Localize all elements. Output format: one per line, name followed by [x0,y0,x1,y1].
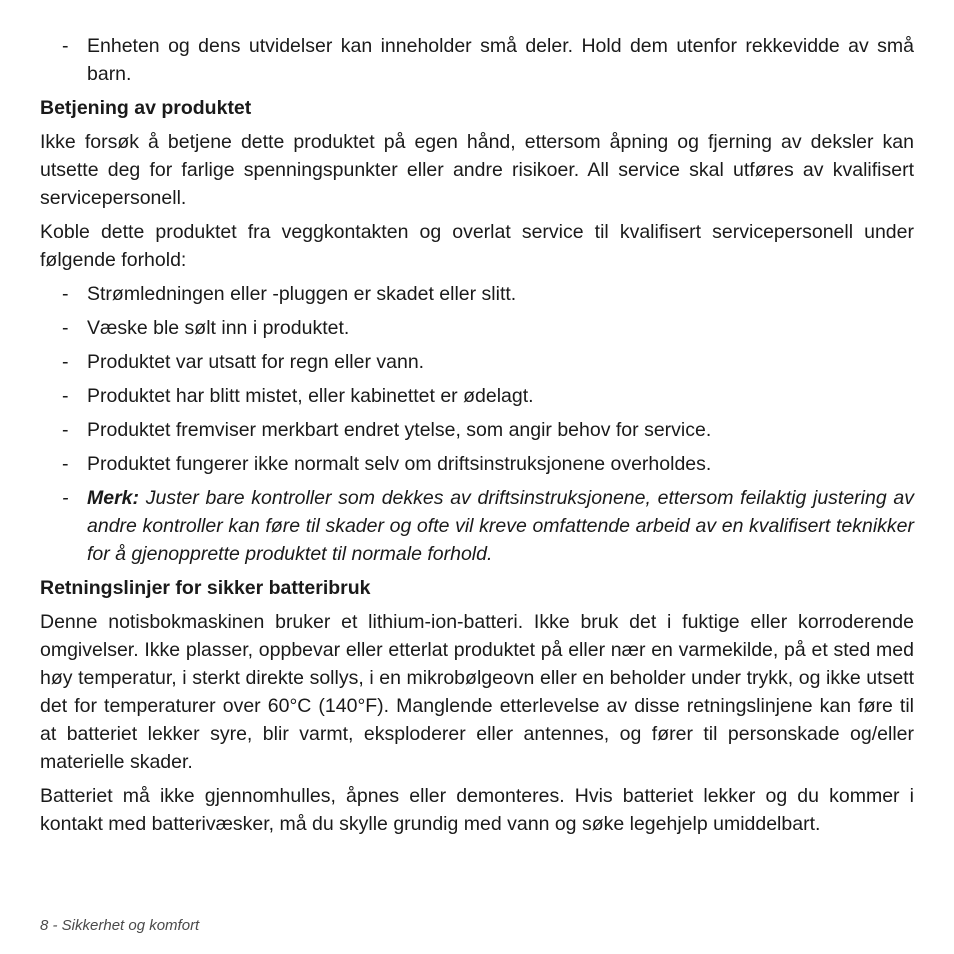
note-text: Juster bare kontroller som dekkes av driftsinstruksjonene, ettersom feilaktig justering av andre kontroller kan føre til skader og ofte vil kreve omfattende arbeid av en kvalifisert teknikker for å gjenopprette produktet til normale forhold. [87,487,914,565]
service-conditions-list [40,280,914,568]
paragraph: Batteriet må ikke gjennomhulles, åpnes eller demonteres. Hvis batteriet lekker og du kommer i kontakt med batterivæsker, må du skylle grundig med vann og søke legehjelp umiddelbart. [40,785,914,835]
list-item [40,314,914,342]
bullet-dash: - [62,487,69,509]
bullet-dash: - [62,317,69,339]
bullet-dash: - [62,453,69,475]
list-item-text: Væske ble sølt inn i produktet. [87,317,350,339]
list-item [40,382,914,410]
paragraph: Denne notisbokmaskinen bruker et lithium-ion-batteri. Ikke bruk det i fuktige eller korroderende omgivelser. Ikke plasser, oppbevar eller etterlat produktet på eller nær en varmekilde, på et sted med høy temperatur, i sterkt direkte sollys, i en mikrobølgeovn eller en beholder under trykk, og ikke utsett det for temperaturer over 60°C (140°F). Manglende etterlevelse av disse retningslinjene kan føre til at batteriet lekker syre, blir varmt, eksploderer eller antennes, og fører til personskade og/eller materielle skader. [40,611,914,773]
list-item-text: Produktet var utsatt for regn eller vann. [87,351,425,373]
list-item [40,450,914,478]
list-item [40,280,914,308]
list-item-text: Produktet har blitt mistet, eller kabinettet er ødelagt. [87,385,534,407]
list-item-text: Produktet fremviser merkbart endret ytelse, som angir behov for service. [87,419,712,441]
paragraph: Ikke forsøk å betjene dette produktet på egen hånd, ettersom åpning og fjerning av deksler kan utsette deg for farlige spenningspunkter eller andre risikoer. All service skal utføres av kvalifisert servicepersonell. [40,131,914,209]
document-page [40,32,914,844]
section-heading-operation: Betjening av produktet [40,97,252,119]
bullet-dash: - [62,351,69,373]
bullet-dash: - [62,419,69,441]
list-item-text: Produktet fungerer ikke normalt selv om driftsinstruksjonene overholdes. [87,453,712,475]
list-item [40,416,914,444]
page-footer: 8 - Sikkerhet og komfort [40,917,200,934]
paragraph: Koble dette produktet fra veggkontakten og overlat service til kvalifisert servicepersonell under følgende forhold: [40,221,914,271]
bullet-dash: - [62,283,69,305]
note-item [40,484,914,568]
bullet-dash: - [62,35,69,57]
list-item-text: Enheten og dens utvidelser kan inneholder små deler. Hold dem utenfor rekkevidde av små barn. [87,35,914,85]
bullet-dash: - [62,385,69,407]
section-heading-battery: Retningslinjer for sikker batteribruk [40,577,371,599]
list-item [40,32,914,88]
list-item [40,348,914,376]
top-bullet-list [40,32,914,88]
note-label: Merk: [87,487,140,509]
list-item-text: Strømledningen eller -pluggen er skadet eller slitt. [87,283,517,305]
